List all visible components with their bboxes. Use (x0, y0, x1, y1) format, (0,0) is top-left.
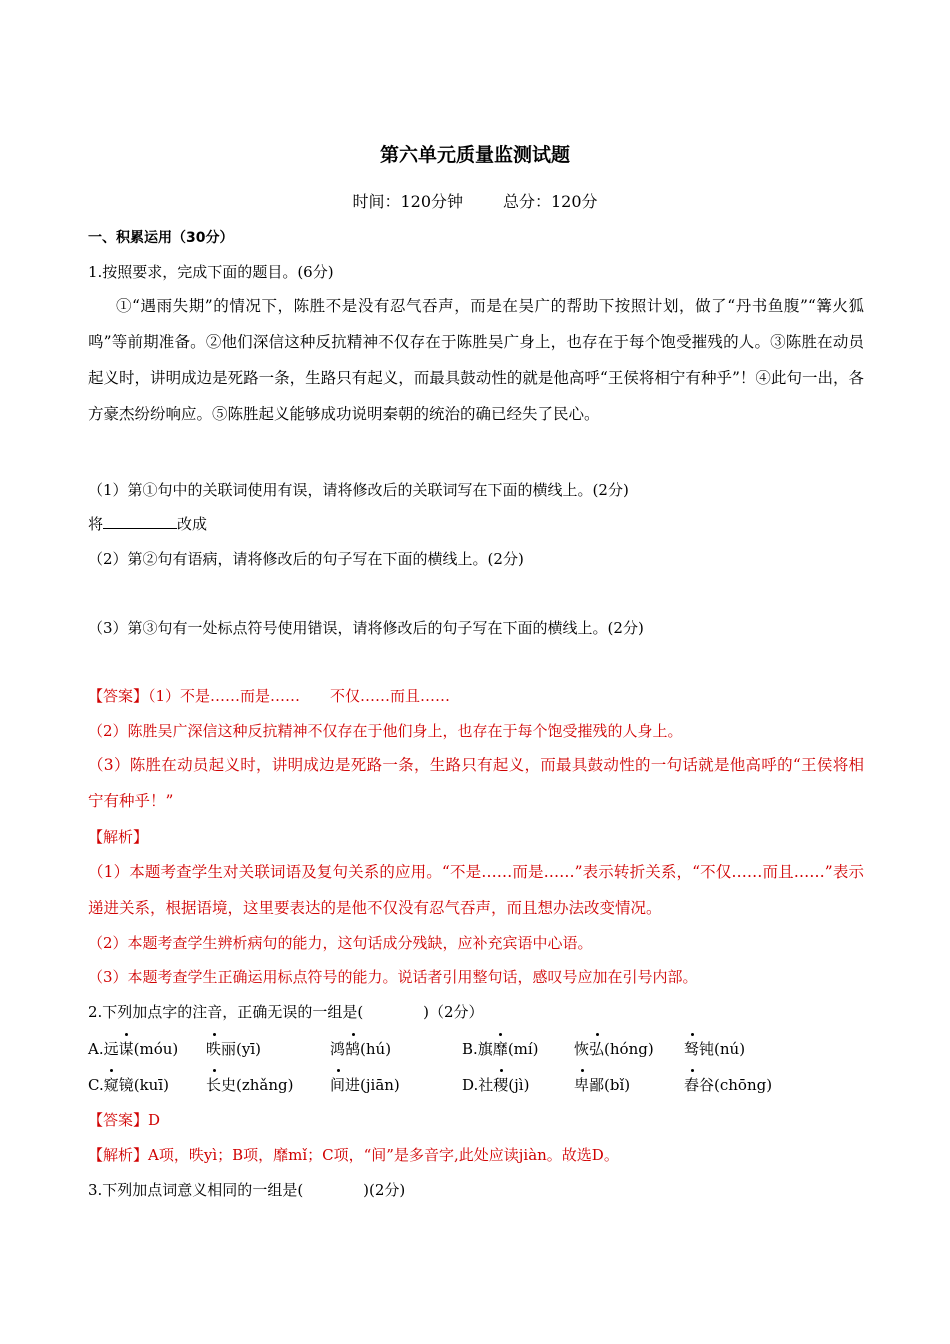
fill-prefix: 将 (88, 515, 104, 533)
exam-score: 总分：120分 (503, 192, 598, 211)
question-1-sub1-fill (88, 514, 868, 534)
question-1-answer (88, 686, 868, 706)
option-item: 驽钝(nú) (684, 1040, 746, 1058)
question-1-analysis-2: （2）本题考查学生辨析病句的能力，这句话成分残缺，应补充宾语中心语。 (88, 934, 593, 952)
option-item: 昳丽(yī) (206, 1040, 261, 1058)
fill-suffix: 改成 (177, 515, 208, 533)
answer-blank[interactable] (103, 514, 177, 529)
question-1-analysis-1: （1）本题考查学生对关联词语及复句关系的应用。“不是……而是……”表示转折关系，“不仅……而且……”表示递进关系，根据语境，这里要表达的是他不仅没有忍气吞声，而且想办法改变情况。 (88, 863, 864, 917)
option-item: 鸿鹄(hú) (330, 1040, 392, 1058)
question-1-passage: ①“遇雨失期”的情况下，陈胜不是没有忍气吞声，而是在吴广的帮助下按照计划，做了“丹书鱼腹”“篝火狐鸣”等前期准备。②他们深信这种反抗精神不仅存在于陈胜吴广身上，也存在于每个饱受摧残的人。③陈胜在动员起义时，讲明成边是死路一条，生路只有起义，而最具鼓动性的就是他高呼“王侯将相宁有种乎”！④此句一出，各方豪杰纷纷响应。⑤陈胜起义能够成功说明秦朝的统治的确已经失了民心。 (88, 297, 864, 423)
answer-label: 【答案】 (88, 687, 149, 705)
question-2-options-ab (88, 1038, 868, 1060)
answer-label: 【答案】 (88, 1111, 149, 1129)
exam-info (0, 189, 950, 212)
option-item: A.远谋(móu) (88, 1040, 179, 1058)
exam-time: 时间：120分钟 (352, 192, 463, 211)
question-1-sub1: （1）第①句中的关联词使用有误，请将修改后的关联词写在下面的横线上。(2分) (88, 481, 629, 499)
question-1-sub3: （3）第③句有一处标点符号使用错误，请将修改后的句子写在下面的横线上。(2分) (88, 619, 644, 637)
question-2-stem: 2.下列加点字的注音，正确无误的一组是( )（2分） (88, 1003, 484, 1021)
answer-text: D (148, 1111, 161, 1129)
section-heading: 一、积累运用（30分） (88, 230, 234, 246)
answer-text-1: （1）不是……而是…… 不仅……而且…… (148, 687, 451, 705)
option-item: 卑鄙(bǐ) (574, 1076, 631, 1094)
question-1-analysis-3: （3）本题考查学生正确运用标点符号的能力。说话者引用整句话，感叹号应加在引号内部。 (88, 968, 698, 986)
option-item: 间进(jiān) (330, 1076, 400, 1094)
option-item: B.旗靡(mí) (462, 1040, 539, 1058)
question-1-answer-2: （2）陈胜吴广深信这种反抗精神不仅存在于他们身上，也存在于每个饱受摧残的人身上。 (88, 722, 683, 740)
option-item: C.窥镜(kuī) (88, 1076, 169, 1094)
analysis-text: A项，昳yì；B项，靡mǐ；C项，“间”是多音字,此处应读jiàn。故选D。 (148, 1146, 619, 1164)
question-1-stem: 1.按照要求，完成下面的题目。(6分) (88, 263, 334, 281)
question-1-sub2: （2）第②句有语病，请将修改后的句子写在下面的横线上。(2分) (88, 550, 524, 568)
question-2-options-cd (88, 1074, 868, 1096)
page-title: 第六单元质量监测试题 (379, 144, 570, 166)
question-1-answer-3: （3）陈胜在动员起义时，讲明成边是死路一条，生路只有起义，而最具鼓动性的一句话就是他高呼的“王侯将相宁有种乎！” (88, 756, 864, 810)
analysis-label: 【解析】 (88, 1146, 149, 1164)
question-2-analysis (88, 1145, 868, 1165)
question-2-answer (88, 1110, 868, 1130)
option-item: 恢弘(hóng) (574, 1040, 654, 1058)
option-item: 长史(zhǎng) (206, 1076, 294, 1094)
question-1-analysis-label: 【解析】 (88, 828, 149, 846)
option-item: D.社稷(jì) (462, 1076, 530, 1094)
question-3-stem: 3.下列加点词意义相同的一组是( )(2分) (88, 1181, 406, 1199)
option-item: 舂谷(chōng) (684, 1076, 773, 1094)
